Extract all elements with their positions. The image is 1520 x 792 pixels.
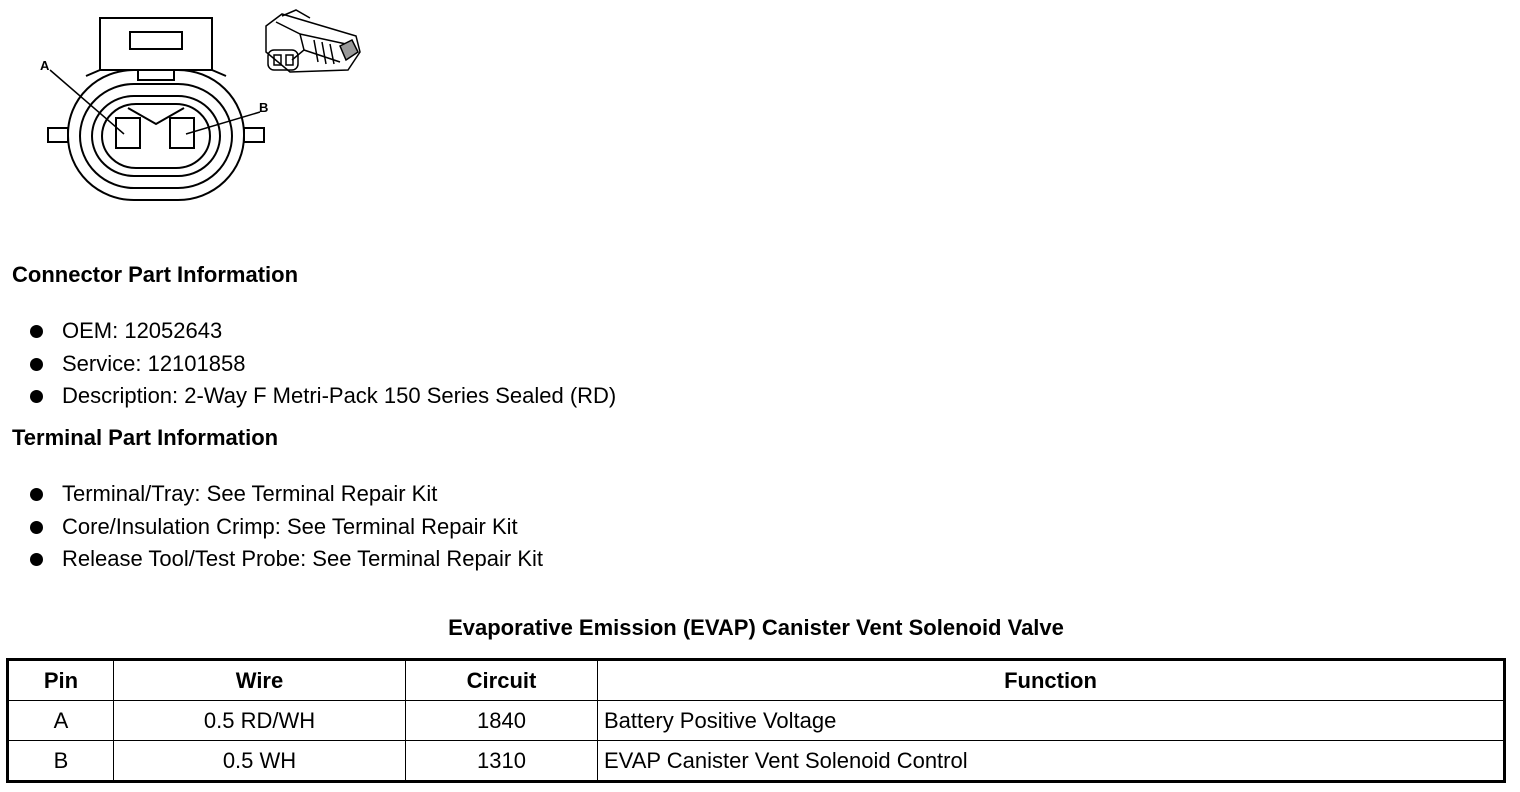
connector-3d-icon	[266, 10, 360, 72]
cell-wire: 0.5 RD/WH	[114, 701, 406, 741]
list-item-text: OEM: 12052643	[62, 318, 223, 343]
column-header-pin: Pin	[8, 660, 114, 701]
bullet-icon	[30, 521, 43, 534]
list-item-text: Description: 2-Way F Metri-Pack 150 Series Sealed (RD)	[62, 383, 617, 408]
list-item	[28, 543, 543, 576]
column-header-circuit: Circuit	[406, 660, 598, 701]
list-item-text: Service: 12101858	[62, 350, 246, 376]
list-item	[28, 511, 543, 544]
cell-circuit: 1310	[406, 741, 598, 782]
cell-pin: A	[8, 701, 114, 741]
bullet-icon	[30, 390, 43, 403]
list-item	[28, 348, 616, 381]
column-header-function: Function	[598, 660, 1505, 701]
terminal-part-info-list	[28, 478, 543, 576]
table-header-row	[8, 660, 1505, 701]
list-item	[28, 478, 543, 511]
terminal-part-info-heading: Terminal Part Information	[12, 425, 279, 450]
connector-part-info-heading: Connector Part Information	[12, 262, 299, 287]
list-item-text: Core/Insulation Crimp: See Terminal Repair Kit	[62, 513, 518, 539]
list-item	[28, 380, 616, 413]
table-row	[8, 741, 1505, 782]
list-item-text: Release Tool/Test Probe: See Terminal Repair Kit	[62, 546, 543, 571]
list-item	[28, 315, 616, 348]
column-header-wire: Wire	[114, 660, 406, 701]
connector-face-icon	[48, 18, 264, 200]
cell-circuit: 1840	[406, 701, 598, 741]
list-item-text: Terminal/Tray: See Terminal Repair Kit	[62, 481, 438, 506]
table-title: Evaporative Emission (EVAP) Canister Vent Solenoid Valve	[448, 615, 1064, 640]
cell-wire: 0.5 WH	[114, 741, 406, 782]
pin-a-label: A	[40, 58, 50, 73]
pinout-table	[6, 658, 1506, 783]
pin-b-label: B	[259, 100, 269, 115]
bullet-icon	[30, 488, 43, 501]
cell-function: Battery Positive Voltage	[598, 701, 1505, 741]
connector-part-info-list	[28, 315, 616, 413]
bullet-icon	[30, 358, 43, 371]
table-row	[8, 701, 1505, 741]
bullet-icon	[30, 325, 43, 338]
cell-pin: B	[8, 741, 114, 782]
cell-function: EVAP Canister Vent Solenoid Control	[598, 741, 1505, 782]
connector-diagram	[0, 0, 380, 215]
bullet-icon	[30, 553, 43, 566]
